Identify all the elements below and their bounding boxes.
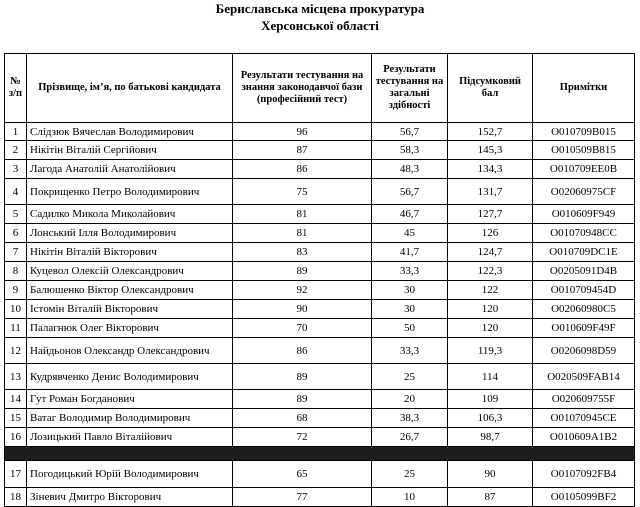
law-test-score: 89 bbox=[233, 364, 372, 390]
general-test-score: 48,3 bbox=[372, 160, 448, 179]
candidate-name: Істомін Віталій Вікторович bbox=[27, 300, 233, 319]
law-test-score: 81 bbox=[233, 224, 372, 243]
note-code: O02060980C5 bbox=[533, 300, 635, 319]
candidate-name: Слідзюк Вячеслав Володимирович bbox=[27, 123, 233, 141]
candidate-name: Погодицький Юрій Володимирович bbox=[27, 461, 233, 488]
candidate-name: Ватаг Володимир Володимирович bbox=[27, 409, 233, 428]
candidate-name: Садилко Микола Миколайович bbox=[27, 205, 233, 224]
total-score: 90 bbox=[448, 461, 533, 488]
general-test-score: 30 bbox=[372, 300, 448, 319]
total-score: 122,3 bbox=[448, 262, 533, 281]
general-test-score: 26,7 bbox=[372, 428, 448, 447]
note-code: O0105099BF2 bbox=[533, 488, 635, 507]
total-score: 109 bbox=[448, 390, 533, 409]
general-test-score: 33,3 bbox=[372, 262, 448, 281]
table-row bbox=[5, 300, 635, 319]
row-number: 18 bbox=[5, 488, 27, 507]
note-code: O010709454D bbox=[533, 281, 635, 300]
total-score: 152,7 bbox=[448, 123, 533, 141]
total-score: 124,7 bbox=[448, 243, 533, 262]
row-number: 1 bbox=[5, 123, 27, 141]
header-total: Підсумковий бал bbox=[448, 54, 533, 123]
general-test-score: 58,3 bbox=[372, 141, 448, 160]
row-number: 6 bbox=[5, 224, 27, 243]
law-test-score: 96 bbox=[233, 123, 372, 141]
row-number: 13 bbox=[5, 364, 27, 390]
note-code: O010609F49F bbox=[533, 319, 635, 338]
general-test-score: 50 bbox=[372, 319, 448, 338]
row-number: 14 bbox=[5, 390, 27, 409]
candidate-name: Лонський Ілля Володимирович bbox=[27, 224, 233, 243]
total-score: 134,3 bbox=[448, 160, 533, 179]
note-code: O010609F949 bbox=[533, 205, 635, 224]
law-test-score: 83 bbox=[233, 243, 372, 262]
title-line-1: Бериславська місцева прокуратура bbox=[215, 1, 425, 16]
note-code: O010709EE0B bbox=[533, 160, 635, 179]
row-number: 4 bbox=[5, 179, 27, 205]
note-code: O0205091D4B bbox=[533, 262, 635, 281]
law-test-score: 87 bbox=[233, 141, 372, 160]
table-row bbox=[5, 160, 635, 179]
candidate-name: Кудрявченко Денис Володимирович bbox=[27, 364, 233, 390]
note-code: O010709B015 bbox=[533, 123, 635, 141]
note-code: O01070945CE bbox=[533, 409, 635, 428]
total-score: 87 bbox=[448, 488, 533, 507]
total-score: 127,7 bbox=[448, 205, 533, 224]
header-law-test: Результати тестування на знання законодавчої бази (професійний тест) bbox=[233, 54, 372, 123]
general-test-score: 56,7 bbox=[372, 123, 448, 141]
table-row bbox=[5, 179, 635, 205]
page-title bbox=[0, 0, 640, 34]
candidate-name: Куцевол Олексій Олександрович bbox=[27, 262, 233, 281]
note-code: O01070948CC bbox=[533, 224, 635, 243]
general-test-score: 56,7 bbox=[372, 179, 448, 205]
general-test-score: 33,3 bbox=[372, 338, 448, 364]
law-test-score: 86 bbox=[233, 160, 372, 179]
total-score: 120 bbox=[448, 300, 533, 319]
row-number: 16 bbox=[5, 428, 27, 447]
table-row bbox=[5, 141, 635, 160]
row-number: 10 bbox=[5, 300, 27, 319]
law-test-score: 75 bbox=[233, 179, 372, 205]
general-test-score: 38,3 bbox=[372, 409, 448, 428]
general-test-score: 30 bbox=[372, 281, 448, 300]
table-row bbox=[5, 319, 635, 338]
total-score: 119,3 bbox=[448, 338, 533, 364]
note-code: O0206098D59 bbox=[533, 338, 635, 364]
candidate-name: Балюшенко Віктор Олександрович bbox=[27, 281, 233, 300]
note-code: O02060975CF bbox=[533, 179, 635, 205]
note-code: O010509B815 bbox=[533, 141, 635, 160]
law-test-score: 81 bbox=[233, 205, 372, 224]
law-test-score: 86 bbox=[233, 338, 372, 364]
law-test-score: 68 bbox=[233, 409, 372, 428]
separator-row bbox=[5, 447, 635, 461]
table-row bbox=[5, 123, 635, 141]
header-num: № з/п bbox=[5, 54, 27, 123]
header-notes: Примітки bbox=[533, 54, 635, 123]
candidate-name: Нікітін Віталій Сергійович bbox=[27, 141, 233, 160]
table-row bbox=[5, 281, 635, 300]
row-number: 15 bbox=[5, 409, 27, 428]
candidate-name: Палагнюк Олег Вікторович bbox=[27, 319, 233, 338]
note-code: O010609A1B2 bbox=[533, 428, 635, 447]
total-score: 145,3 bbox=[448, 141, 533, 160]
table-row bbox=[5, 488, 635, 507]
law-test-score: 89 bbox=[233, 262, 372, 281]
header-general-test: Результати тестування на загальні здібності bbox=[372, 54, 448, 123]
law-test-score: 92 bbox=[233, 281, 372, 300]
total-score: 114 bbox=[448, 364, 533, 390]
row-number: 9 bbox=[5, 281, 27, 300]
candidate-name: Зіневич Дмитро Вікторович bbox=[27, 488, 233, 507]
table-header-row bbox=[5, 54, 635, 123]
table-row bbox=[5, 461, 635, 488]
note-code: O020609755F bbox=[533, 390, 635, 409]
table-row bbox=[5, 243, 635, 262]
table-row bbox=[5, 205, 635, 224]
title-line-2: Херсонської області bbox=[261, 18, 379, 33]
candidate-name: Нікітін Віталій Вікторович bbox=[27, 243, 233, 262]
total-score: 106,3 bbox=[448, 409, 533, 428]
row-number: 12 bbox=[5, 338, 27, 364]
law-test-score: 89 bbox=[233, 390, 372, 409]
header-name: Прізвище, ім’я, по батькові кандидата bbox=[27, 54, 233, 123]
general-test-score: 45 bbox=[372, 224, 448, 243]
row-number: 3 bbox=[5, 160, 27, 179]
total-score: 126 bbox=[448, 224, 533, 243]
results-table bbox=[4, 53, 635, 507]
row-number: 8 bbox=[5, 262, 27, 281]
separator-bar bbox=[5, 447, 635, 461]
table-row bbox=[5, 409, 635, 428]
total-score: 131,7 bbox=[448, 179, 533, 205]
row-number: 17 bbox=[5, 461, 27, 488]
row-number: 5 bbox=[5, 205, 27, 224]
general-test-score: 10 bbox=[372, 488, 448, 507]
general-test-score: 46,7 bbox=[372, 205, 448, 224]
law-test-score: 77 bbox=[233, 488, 372, 507]
general-test-score: 25 bbox=[372, 461, 448, 488]
total-score: 98,7 bbox=[448, 428, 533, 447]
general-test-score: 41,7 bbox=[372, 243, 448, 262]
candidate-name: Лагода Анатолій Анатолійович bbox=[27, 160, 233, 179]
candidate-name: Найдьонов Олександр Олександрович bbox=[27, 338, 233, 364]
table-row bbox=[5, 224, 635, 243]
total-score: 120 bbox=[448, 319, 533, 338]
table-row bbox=[5, 428, 635, 447]
candidate-name: Гут Роман Богданович bbox=[27, 390, 233, 409]
table-row bbox=[5, 338, 635, 364]
law-test-score: 72 bbox=[233, 428, 372, 447]
general-test-score: 25 bbox=[372, 364, 448, 390]
candidate-name: Покрищенко Петро Володимирович bbox=[27, 179, 233, 205]
row-number: 7 bbox=[5, 243, 27, 262]
law-test-score: 70 bbox=[233, 319, 372, 338]
law-test-score: 90 bbox=[233, 300, 372, 319]
table-row bbox=[5, 262, 635, 281]
table-row bbox=[5, 364, 635, 390]
note-code: O010709DC1E bbox=[533, 243, 635, 262]
total-score: 122 bbox=[448, 281, 533, 300]
row-number: 11 bbox=[5, 319, 27, 338]
candidate-name: Лозицький Павло Віталійович bbox=[27, 428, 233, 447]
table-row bbox=[5, 390, 635, 409]
general-test-score: 20 bbox=[372, 390, 448, 409]
note-code: O0107092FB4 bbox=[533, 461, 635, 488]
row-number: 2 bbox=[5, 141, 27, 160]
note-code: O020509FAB14 bbox=[533, 364, 635, 390]
law-test-score: 65 bbox=[233, 461, 372, 488]
